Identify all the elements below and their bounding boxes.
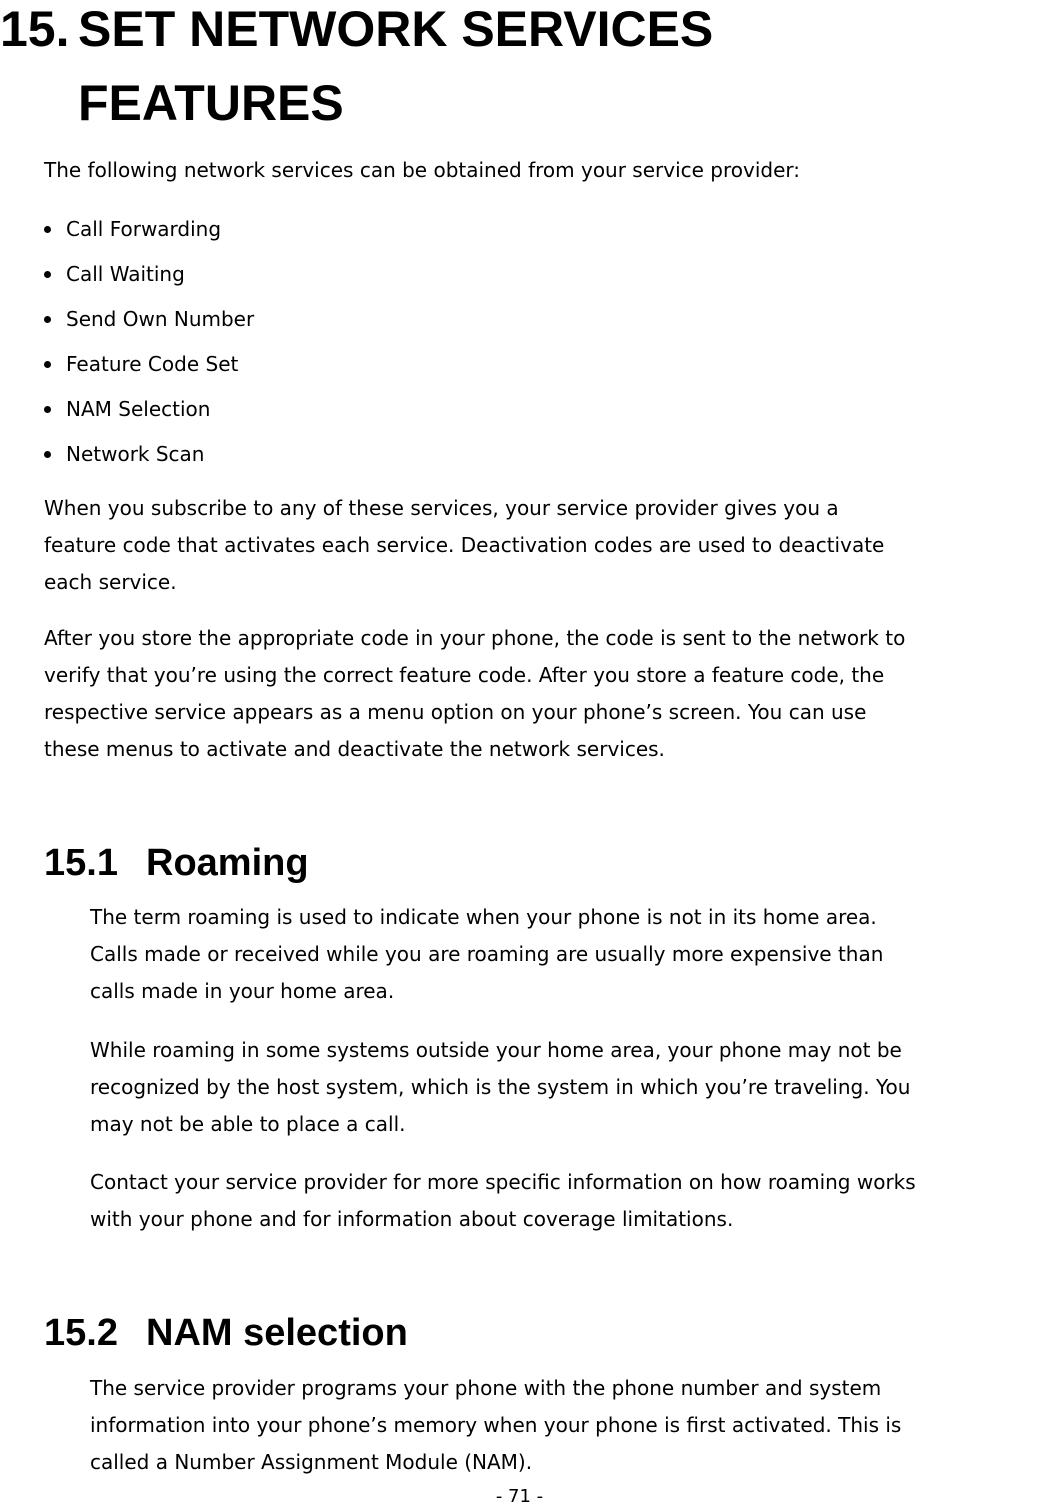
list-item-label: Feature Code Set (66, 351, 239, 376)
section-number: 15.1 (44, 842, 118, 884)
list-item-label: Send Own Number (66, 306, 255, 331)
paragraph-line: these menus to activate and deactivate the network services. (44, 737, 665, 761)
paragraph-line: recognized by the host system, which is the system in which you’re traveling. You (90, 1075, 911, 1099)
feature-code-paragraph (44, 620, 905, 768)
paragraph-line: information into your phone’s memory when your phone is first activated. This is (90, 1413, 902, 1437)
chapter-number: 15. (0, 1, 70, 57)
paragraph-line: may not be able to place a call. (90, 1112, 406, 1136)
paragraph-line: While roaming in some systems outside your home area, your phone may not be (90, 1038, 902, 1062)
list-item (44, 251, 254, 296)
list-item (44, 386, 254, 431)
paragraph-line: verify that you’re using the correct feature code. After you store a feature code, the (44, 663, 885, 687)
bullet-icon (44, 406, 51, 413)
services-list (44, 206, 254, 476)
roaming-paragraph (90, 1164, 916, 1238)
paragraph-line: After you store the appropriate code in your phone, the code is sent to the network to (44, 626, 906, 650)
paragraph-line: with your phone and for information about coverage limitations. (90, 1207, 734, 1231)
section-title: NAM selection (146, 1312, 408, 1354)
list-item (44, 431, 254, 476)
section-number: 15.2 (44, 1312, 118, 1354)
list-item (44, 296, 254, 341)
intro-paragraph: The following network services can be obtained from your service provider: (44, 158, 801, 182)
list-item-label: Network Scan (66, 441, 205, 466)
bullet-icon (44, 316, 51, 323)
bullet-icon (44, 271, 51, 278)
section-heading-roaming (44, 840, 309, 886)
list-item-label: Call Waiting (66, 261, 185, 286)
subscription-paragraph (44, 490, 884, 601)
paragraph-line: The term roaming is used to indicate when your phone is not in its home area. (90, 905, 877, 929)
page-number: - 71 - (495, 1486, 544, 1507)
list-item (44, 341, 254, 386)
chapter-title-text (78, 0, 978, 140)
paragraph-line: each service. (44, 570, 177, 594)
list-item-label: NAM Selection (66, 396, 211, 421)
section-title: Roaming (146, 842, 309, 884)
paragraph-line: The service provider programs your phone with the phone number and system (90, 1376, 882, 1400)
nam-paragraph (90, 1370, 901, 1481)
paragraph-line: calls made in your home area. (90, 979, 395, 1003)
paragraph-line: respective service appears as a menu option on your phone’s screen. You can use (44, 700, 867, 724)
paragraph-line: When you subscribe to any of these services, your service provider gives you a (44, 496, 839, 520)
paragraph-line: feature code that activates each service. Deactivation codes are used to deactivate (44, 533, 885, 557)
chapter-title-line: FEATURES (78, 75, 344, 131)
paragraph-line: called a Number Assignment Module (NAM). (90, 1450, 533, 1474)
paragraph-line: Calls made or received while you are roaming are usually more expensive than (90, 942, 884, 966)
list-item (44, 206, 254, 251)
chapter-title-line: SET NETWORK SERVICES (78, 1, 714, 57)
list-item-label: Call Forwarding (66, 216, 222, 241)
bullet-icon (44, 226, 51, 233)
paragraph-line: Contact your service provider for more specific information on how roaming works (90, 1170, 916, 1194)
bullet-icon (44, 451, 51, 458)
section-heading-nam-selection (44, 1310, 408, 1356)
roaming-paragraph (90, 899, 883, 1010)
roaming-paragraph (90, 1032, 910, 1143)
bullet-icon (44, 361, 51, 368)
